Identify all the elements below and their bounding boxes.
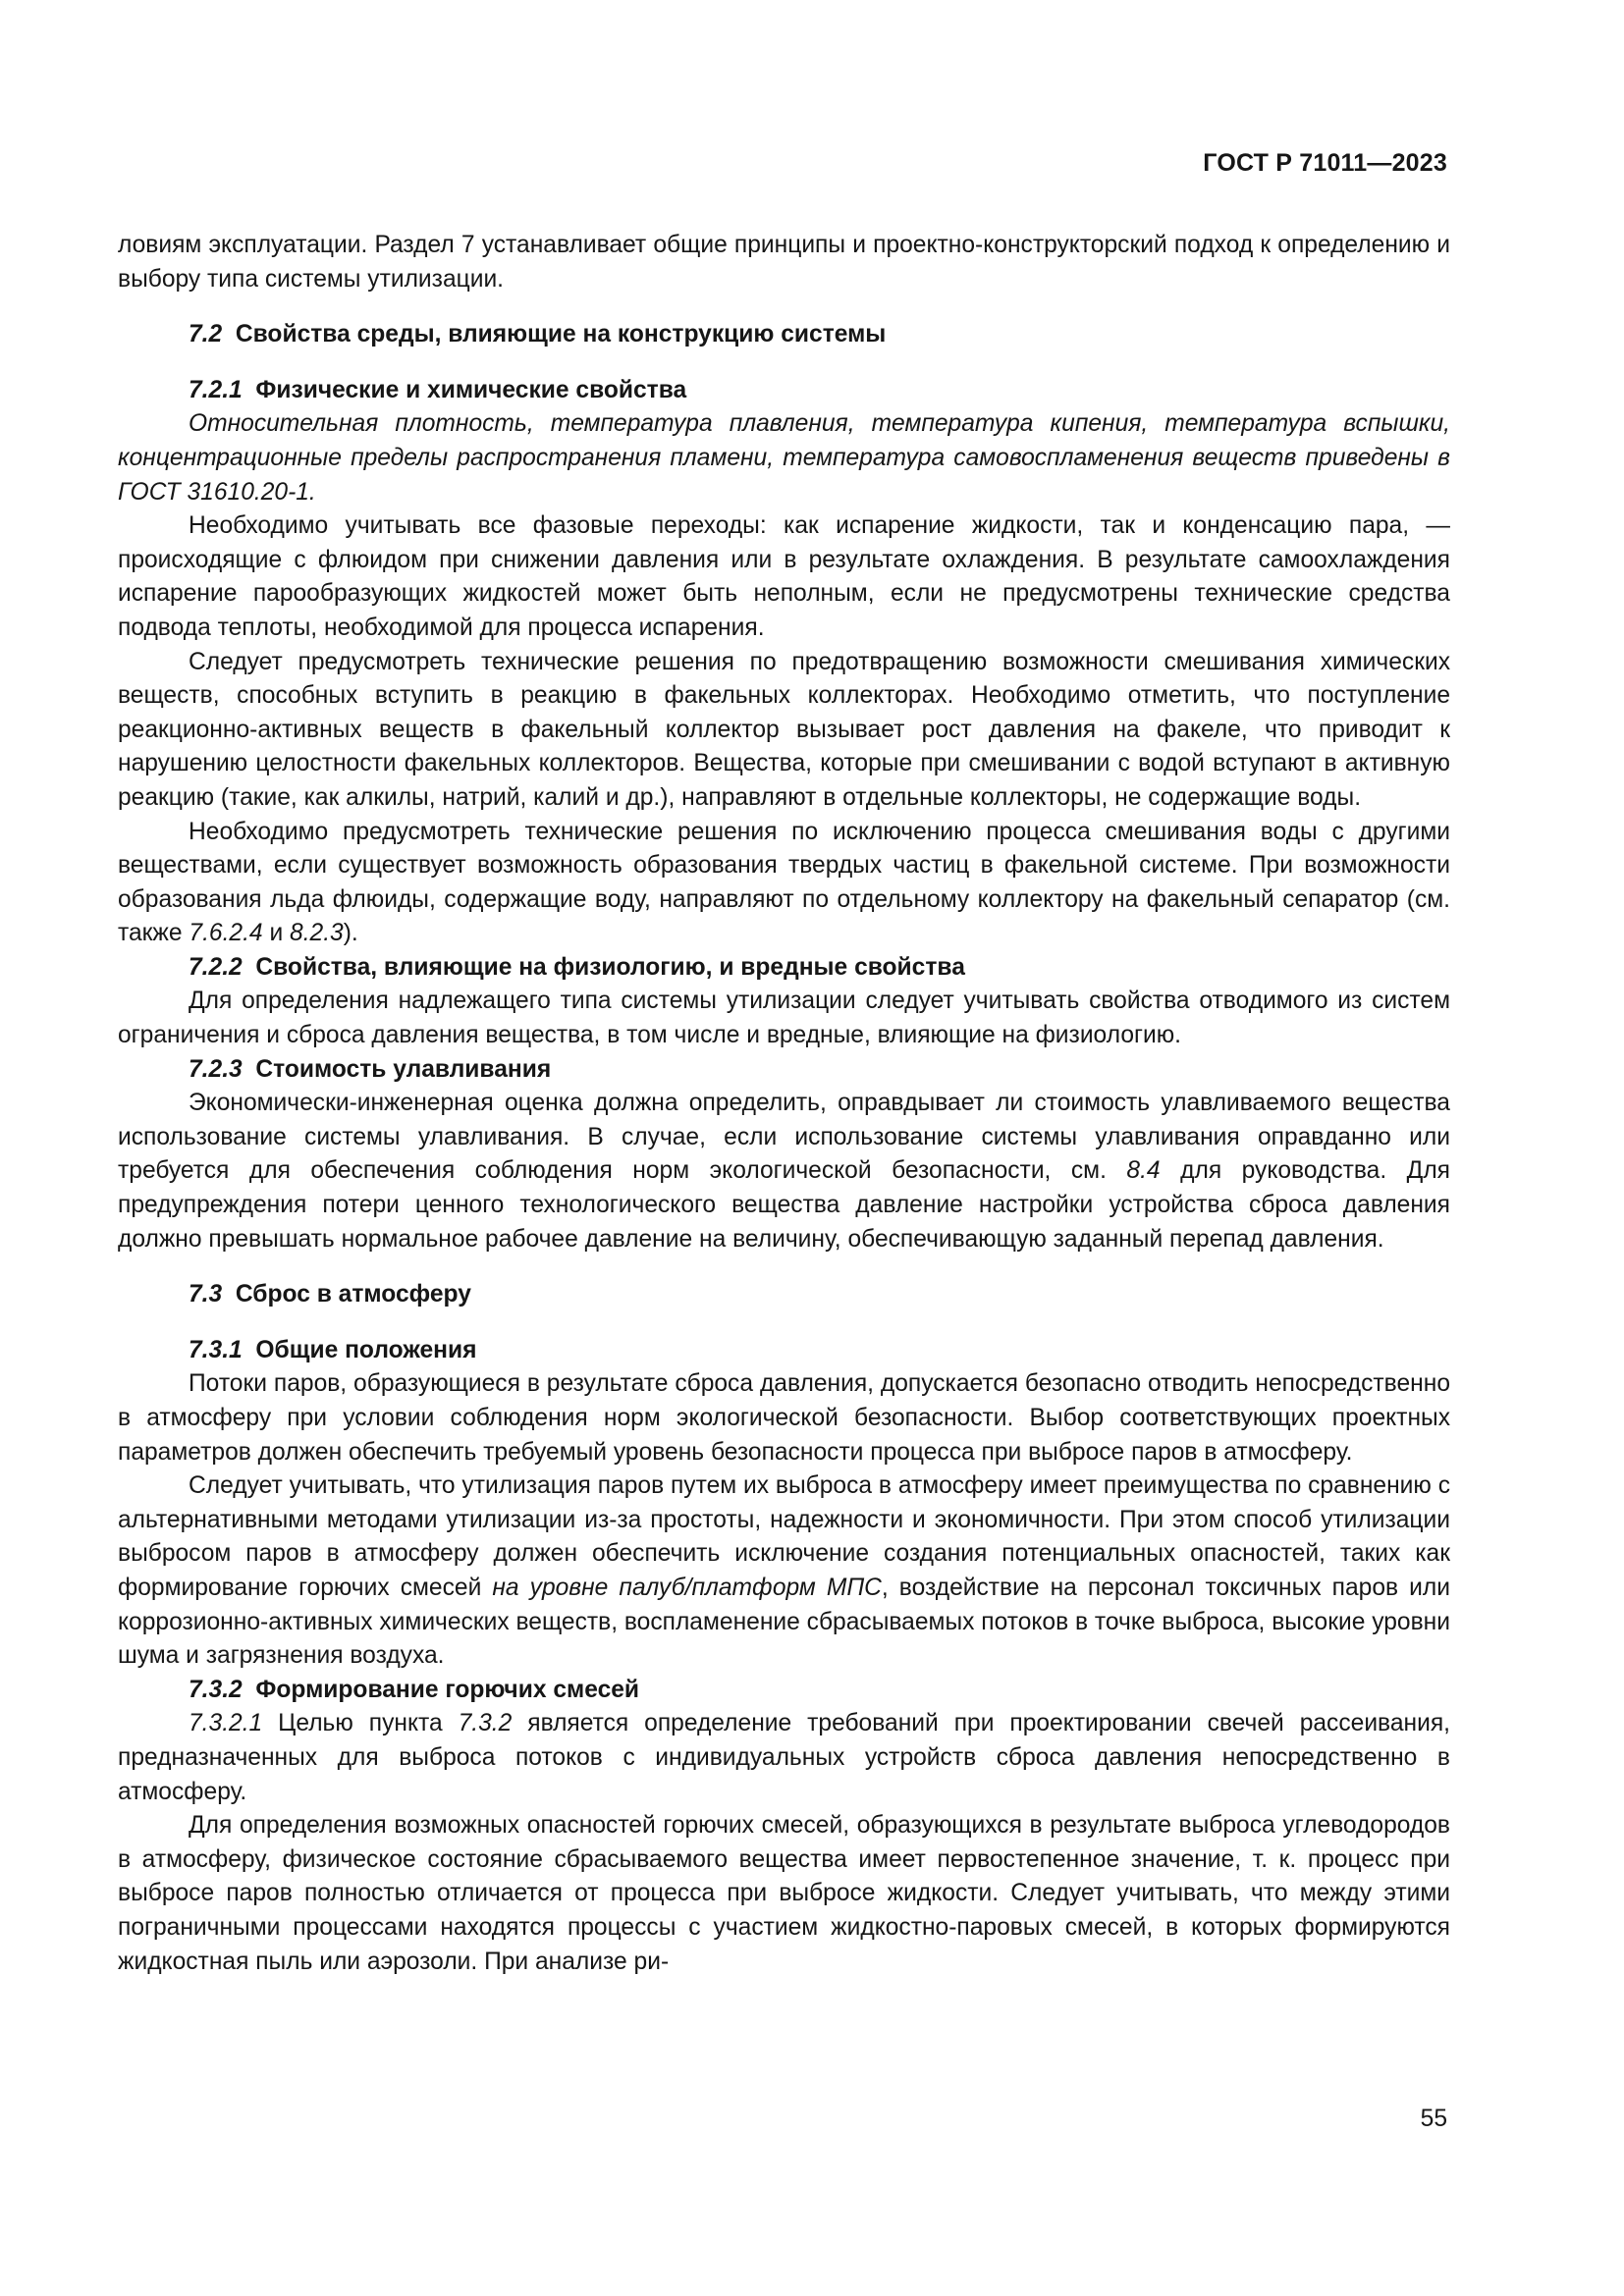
paragraph: Для определения надлежащего типа системы утилизации следует учитывать свойства отводимого из систем ограничения и сброса давления вещества, в том числе и вредные, влияющие на физиологию.: [118, 988, 1450, 1049]
text-run: и: [262, 920, 291, 947]
text-run: Необходимо предусмотреть технические решения по исключению процесса смешивания воды с другими веществами, если существует возможность образования твердых частиц в факельной системе. При возможности образования льда флюиды, содержащие воду, направляют по отдельному коллектору на факельный сепаратор (см. также: [118, 818, 1450, 947]
text-run: Экономически-инженерная оценка должна определить, оправдывает ли стоимость улавливаемого вещества использование системы улавливания. В случае, если использование системы улавливания оправданно или требуется для обеспечения соблюдения норм экологической безопасности, см.: [118, 1090, 1450, 1185]
text-run: является определение требований при проектировании свечей рассеивания, предназначенных для выброса потоков с индивидуальных устройств сброса давления непосредственно в атмосферу.: [118, 1710, 1450, 1805]
text-run: ).: [343, 920, 358, 947]
text-run: для руководства. Для предупреждения потери ценного технологического вещества давление настройки устройства сброса давления должно превышать нормальное рабочее давление на величину, обеспечивающую заданный перепад давления.: [118, 1157, 1450, 1253]
section-number: 7.2.3: [189, 1055, 243, 1083]
section-heading-7-3-1: [118, 1334, 1450, 1368]
italic-phrase: на уровне палуб/платформ МПС: [492, 1574, 882, 1601]
section-heading-7-2: [118, 318, 1450, 352]
cross-reference: 7.3.2: [458, 1710, 513, 1737]
paragraph: Необходимо учитывать все фазовые переходы: как испарение жидкости, так и конденсацию пара, — происходящие с флюидом при снижении давления или в результате охлаждения. В результате самоохлаждения испарение парообразующих жидкостей может быть неполным, если не предусмотрены технические средства подвода теплоты, необходимой для процесса испарения.: [118, 512, 1450, 641]
section-title: Физические и химические свойства: [255, 376, 687, 403]
section-title: Стоимость улавливания: [255, 1055, 552, 1083]
paragraph: [118, 1469, 1450, 1674]
paragraph: Относительная плотность, температура плавления, температура кипения, температура вспышки, концентрационные пределы распространения пламени, температура самовоспламенения веществ приведены в ГОСТ 31610.20-1.: [118, 410, 1450, 506]
section-heading-7-2-1: [118, 374, 1450, 408]
section-title: Свойства, влияющие на физиологию, и вредные свойства: [255, 953, 965, 981]
section-number: 7.3.1: [189, 1336, 243, 1363]
paragraph: Следует предусмотреть технические решения по предотвращению возможности смешивания химических веществ, способных вступить в реакцию в факельных коллекторах. Необходимо отметить, что поступление реакционно-активных веществ в факельный коллектор вызывает рост давления на факеле, что приводит к нарушению целостности факельных коллекторов. Вещества, которые при смешивании с водой вступают в активную реакцию (такие, как алкилы, натрий, калий и др.), направляют в отдельные коллекторы, не содержащие воды.: [118, 648, 1450, 811]
clause-number: 7.3.2.1: [189, 1710, 263, 1737]
section-number: 7.2.1: [189, 376, 243, 403]
text-run: , воздействие на персонал токсичных паров или коррозионно-активных химических веществ, воспламенение сбрасываемых потоков в точке выброса, высокие уровни шума и загрязнения воздуха.: [118, 1574, 1450, 1670]
section-heading-7-2-2: [118, 951, 1450, 986]
section-title: Общие положения: [255, 1336, 477, 1363]
section-number: 7.3.2: [189, 1676, 243, 1703]
cross-reference: 7.6.2.4: [189, 920, 263, 947]
paragraph: [118, 1707, 1450, 1809]
section-heading-7-2-3: [118, 1053, 1450, 1088]
page-number: 55: [1420, 2106, 1447, 2132]
paragraph: [118, 1087, 1450, 1256]
section-title: Сброс в атмосферу: [235, 1281, 471, 1308]
section-heading-7-3-2: [118, 1674, 1450, 1708]
text-run: Следует учитывать, что утилизация паров путем их выброса в атмосферу имеет преимущества по сравнению с альтернативными методами утилизации из-за простоты, надежности и экономичности. При этом способ утилизации выбросом паров в атмосферу должен обеспечить исключение создания потенциальных опасностей, таких как формирование горючих смесей: [118, 1472, 1450, 1601]
section-number: 7.2: [189, 321, 223, 348]
text-run: Целью пункта: [262, 1710, 459, 1737]
section-number: 7.3: [189, 1281, 223, 1308]
paragraph: Для определения возможных опасностей горючих смесей, образующихся в результате выброса углеводородов в атмосферу, физическое состояние сбрасываемого вещества имеет первостепенное значение, т. к. процесс при выбросе паров полностью отличается от процесса при выбросе жидкости. Следует учитывать, что между этими пограничными процессами находятся процессы с участием жидкостно-паровых смесей, в которых формируются жидкостная пыль или аэрозоли. При анализе ри-: [118, 1812, 1450, 1975]
paragraph: ловиям эксплуатации. Раздел 7 устанавливает общие принципы и проектно-конструкторский подход к определению и выбору типа системы утилизации.: [118, 232, 1450, 293]
document-body: [118, 229, 1450, 1979]
section-title: Свойства среды, влияющие на конструкцию системы: [235, 321, 887, 348]
cross-reference: 8.4: [1126, 1157, 1161, 1185]
paragraph: [118, 816, 1450, 951]
paragraph: Потоки паров, образующиеся в результате сброса давления, допускается безопасно отводить непосредственно в атмосферу при условии соблюдения норм экологической безопасности. Выбор соответствующих проектных параметров должен обеспечить требуемый уровень безопасности процесса при выбросе паров в атмосферу.: [118, 1370, 1450, 1466]
cross-reference: 8.2.3: [290, 920, 344, 947]
section-number: 7.2.2: [189, 953, 243, 981]
document-id: ГОСТ Р 71011—2023: [1203, 149, 1447, 177]
section-title: Формирование горючих смесей: [255, 1676, 640, 1703]
section-heading-7-3: [118, 1278, 1450, 1312]
